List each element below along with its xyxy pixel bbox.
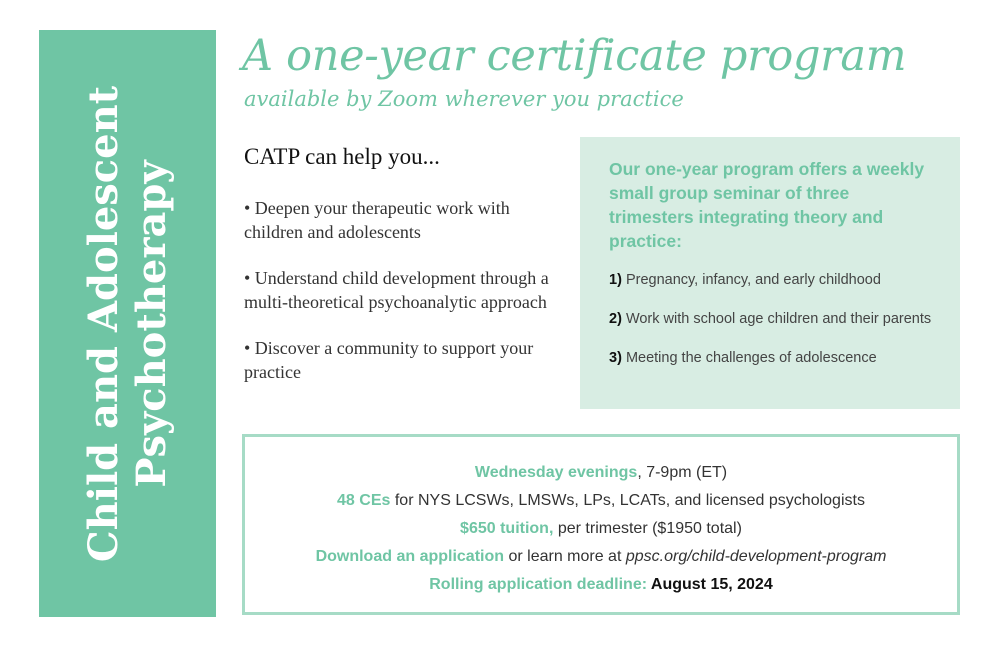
info-box — [242, 434, 960, 615]
trimester-number: 2) — [609, 311, 622, 327]
ce-text: for NYS LCSWs, LMSWs, LPs, LCATs, and licensed psychologists — [390, 492, 865, 509]
deadline-date: August 15, 2024 — [647, 576, 773, 593]
benefits-list — [244, 196, 564, 406]
headline: A one-year certificate program — [242, 31, 907, 81]
benefit-item: • Understand child development through a multi-theoretical psychoanalytic approach — [244, 268, 549, 312]
intro-title: CATP can help you... — [244, 144, 440, 169]
trimester-number: 3) — [609, 350, 622, 366]
program-box — [580, 137, 960, 409]
benefit-item: • Deepen your therapeutic work with children and adolescents — [244, 198, 510, 242]
program-title-line2: Psychotherapy — [127, 159, 175, 488]
trimester-number: 1) — [609, 272, 622, 288]
tuition-label: $650 tuition, — [460, 520, 554, 537]
tuition-text: per trimester ($1950 total) — [553, 520, 742, 537]
benefit-item: • Discover a community to support your practice — [244, 338, 534, 382]
deadline-line — [245, 571, 957, 599]
program-lead: Our one-year program offers a weekly small group seminar of three trimesters integrating theory and practice: — [609, 159, 925, 251]
schedule-line — [245, 459, 957, 487]
trimester-text: Pregnancy, infancy, and early childhood — [625, 272, 881, 288]
program-title-line1: Child and Adolescent — [79, 85, 127, 562]
trimester-text: Work with school age children and their parents — [625, 311, 932, 327]
tuition-line — [245, 515, 957, 543]
program-title — [80, 30, 176, 617]
trimester-text: Meeting the challenges of adolescence — [625, 350, 877, 366]
ce-label: 48 CEs — [337, 492, 391, 509]
deadline-label: Rolling application deadline: — [429, 576, 648, 593]
download-line — [245, 543, 957, 571]
trimester-list — [609, 271, 936, 368]
trimester-item — [609, 310, 936, 329]
trimester-item — [609, 349, 936, 368]
schedule-label: Wednesday evenings — [474, 464, 638, 481]
sidebar-banner — [39, 30, 216, 617]
program-url-link[interactable]: ppsc.org/child-development-program — [625, 548, 887, 565]
download-text: or learn more at — [504, 548, 626, 565]
subheadline: available by Zoom wherever you practice — [244, 87, 684, 111]
schedule-text: , 7-9pm (ET) — [637, 464, 728, 481]
trimester-item — [609, 271, 936, 290]
ce-line — [245, 487, 957, 515]
download-application-link[interactable]: Download an application — [315, 548, 505, 565]
